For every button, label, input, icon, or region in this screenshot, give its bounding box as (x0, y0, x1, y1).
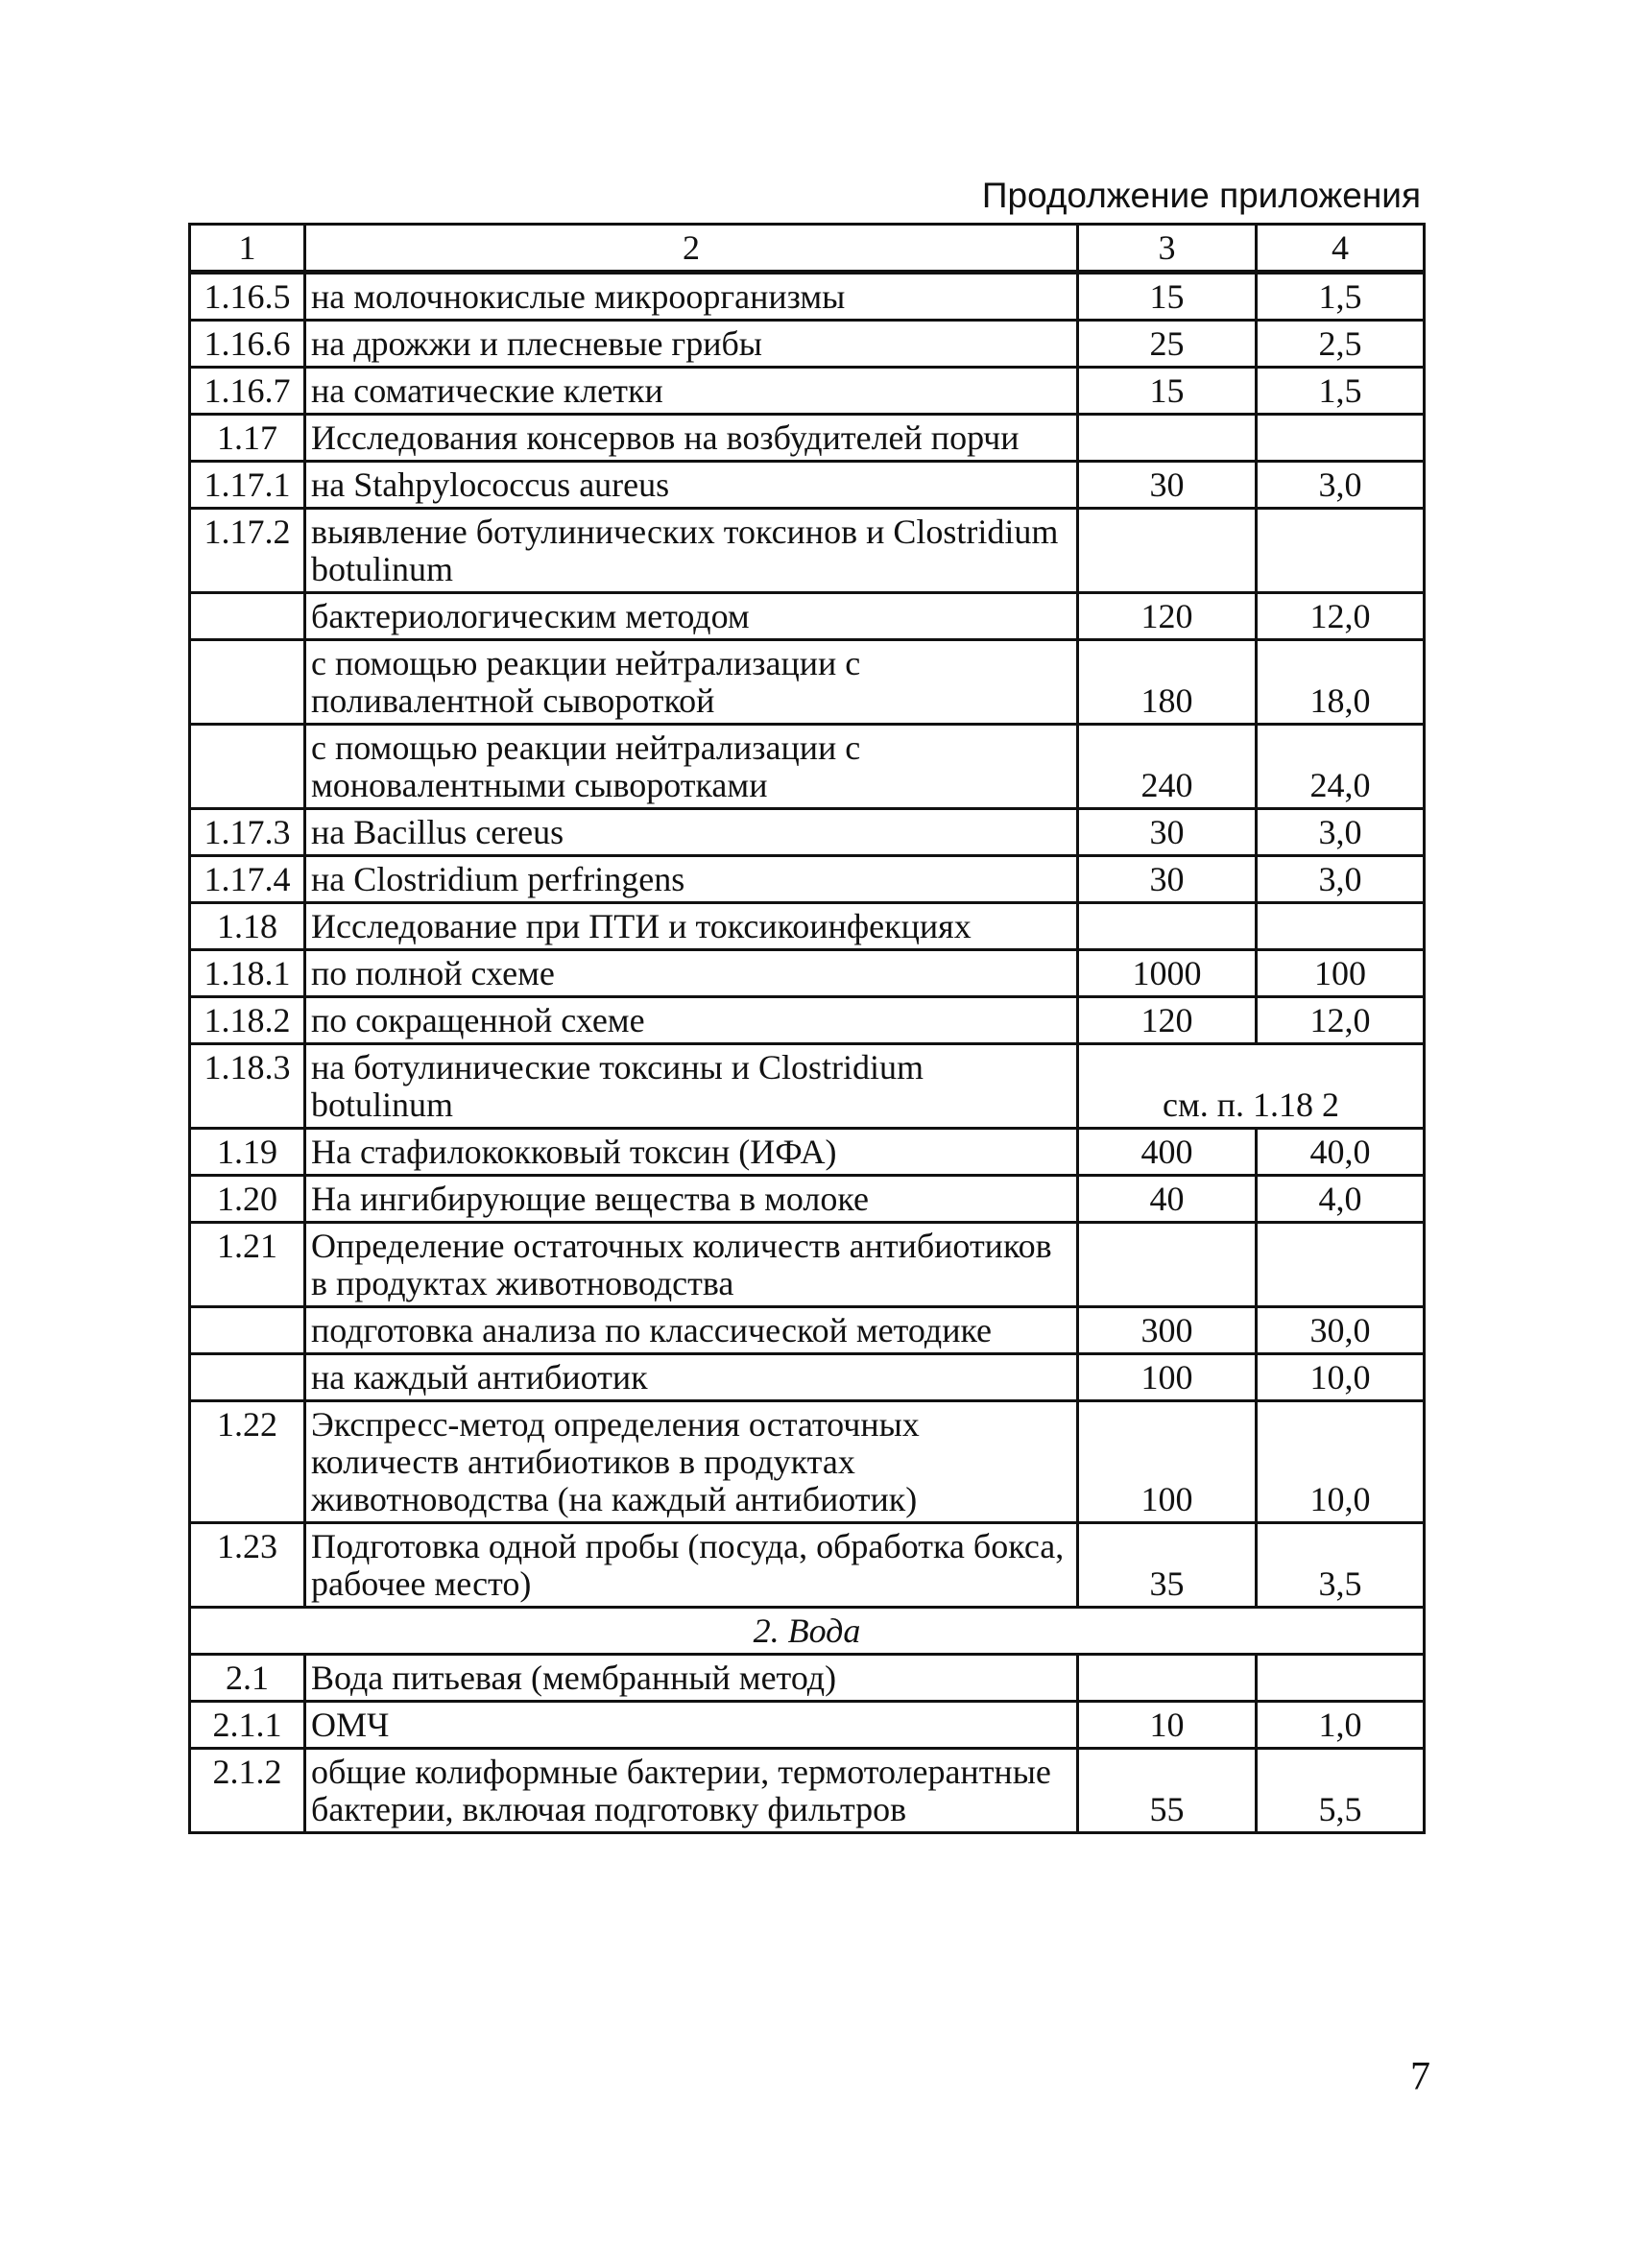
column-3-value: 55 (1078, 1749, 1257, 1833)
column-3-value (1078, 1223, 1257, 1307)
column-4-value: 10,0 (1257, 1401, 1425, 1523)
table-row (190, 1307, 1425, 1354)
table-row (190, 903, 1425, 950)
item-description: общие колиформные бактерии, термотолерантные бактерии, включая подготовку фильтров (305, 1749, 1078, 1833)
table-row (190, 809, 1425, 856)
item-description: на соматические клетки (305, 368, 1078, 415)
item-number: 1.22 (190, 1401, 305, 1523)
column-4-value: 4,0 (1257, 1176, 1425, 1223)
column-3-value: 120 (1078, 997, 1257, 1044)
table-row (190, 1749, 1425, 1833)
item-description: на каждый антибиотик (305, 1354, 1078, 1401)
price-table (188, 223, 1426, 1834)
column-3-value (1078, 415, 1257, 462)
column-3-value (1078, 509, 1257, 593)
column-4-value: 3,5 (1257, 1523, 1425, 1608)
column-4-value: 12,0 (1257, 997, 1425, 1044)
item-description: выявление ботулинических токсинов и Clostridium botulinum (305, 509, 1078, 593)
table-row (190, 640, 1425, 725)
table-row (190, 856, 1425, 903)
column-4-value: 3,0 (1257, 462, 1425, 509)
column-3-value: 15 (1078, 368, 1257, 415)
item-description: с помощью реакции нейтрализации с поливалентной сывороткой (305, 640, 1078, 725)
continuation-caption: Продолжение приложения (981, 176, 1421, 215)
column-4-value (1257, 1655, 1425, 1702)
column-4-value: 1,5 (1257, 368, 1425, 415)
section-row (190, 1608, 1425, 1655)
column-header-4: 4 (1257, 225, 1425, 273)
table-row (190, 1129, 1425, 1176)
item-number: 1.17.4 (190, 856, 305, 903)
column-4-value: 5,5 (1257, 1749, 1425, 1833)
column-4-value: 1,5 (1257, 273, 1425, 321)
table-row (190, 415, 1425, 462)
item-number (190, 640, 305, 725)
item-description: Исследование при ПТИ и токсикоинфекциях (305, 903, 1078, 950)
item-description: Определение остаточных количеств антибиотиков в продуктах животноводства (305, 1223, 1078, 1307)
column-4-value: 3,0 (1257, 809, 1425, 856)
column-3-value: 400 (1078, 1129, 1257, 1176)
table-row (190, 462, 1425, 509)
table-row (190, 950, 1425, 997)
column-4-value (1257, 903, 1425, 950)
item-number (190, 725, 305, 809)
table-header-row (190, 225, 1425, 273)
item-description: на Clostridium perfringens (305, 856, 1078, 903)
column-3-value: 300 (1078, 1307, 1257, 1354)
column-4-value: 2,5 (1257, 321, 1425, 368)
column-3-value: 120 (1078, 593, 1257, 640)
item-number: 1.17.1 (190, 462, 305, 509)
table-row (190, 273, 1425, 321)
column-4-value: 10,0 (1257, 1354, 1425, 1401)
column-3-value: 30 (1078, 856, 1257, 903)
column-3-value: 100 (1078, 1354, 1257, 1401)
item-description: с помощью реакции нейтрализации с моновалентными сыворотками (305, 725, 1078, 809)
column-header-3: 3 (1078, 225, 1257, 273)
cross-reference: см. п. 1.18 2 (1078, 1044, 1425, 1129)
item-number: 2.1 (190, 1655, 305, 1702)
page-number: 7 (1410, 2055, 1430, 2099)
item-number (190, 593, 305, 640)
item-number: 1.20 (190, 1176, 305, 1223)
item-description: Вода питьевая (мембранный метод) (305, 1655, 1078, 1702)
table-row (190, 509, 1425, 593)
column-4-value: 3,0 (1257, 856, 1425, 903)
column-3-value: 30 (1078, 809, 1257, 856)
item-number (190, 1307, 305, 1354)
table-row (190, 1702, 1425, 1749)
table-row (190, 321, 1425, 368)
item-number (190, 1354, 305, 1401)
item-number: 1.18.1 (190, 950, 305, 997)
column-4-value (1257, 1223, 1425, 1307)
column-3-value: 1000 (1078, 950, 1257, 997)
item-number: 2.1.2 (190, 1749, 305, 1833)
item-number: 1.17.3 (190, 809, 305, 856)
column-3-value: 15 (1078, 273, 1257, 321)
column-3-value (1078, 1655, 1257, 1702)
table-row (190, 725, 1425, 809)
column-4-value: 24,0 (1257, 725, 1425, 809)
item-number: 1.16.5 (190, 273, 305, 321)
item-number: 1.18 (190, 903, 305, 950)
item-number: 1.17 (190, 415, 305, 462)
section-title: 2. Вода (190, 1608, 1425, 1655)
table-row (190, 1655, 1425, 1702)
column-3-value: 40 (1078, 1176, 1257, 1223)
column-3-value: 240 (1078, 725, 1257, 809)
table-row (190, 368, 1425, 415)
column-4-value: 40,0 (1257, 1129, 1425, 1176)
column-4-value (1257, 509, 1425, 593)
column-4-value (1257, 415, 1425, 462)
price-table-body (190, 225, 1425, 1833)
item-description: подготовка анализа по классической методике (305, 1307, 1078, 1354)
column-3-value: 35 (1078, 1523, 1257, 1608)
column-3-value: 10 (1078, 1702, 1257, 1749)
column-3-value: 30 (1078, 462, 1257, 509)
item-description: на Bacillus cereus (305, 809, 1078, 856)
item-number: 1.17.2 (190, 509, 305, 593)
table-row (190, 1176, 1425, 1223)
item-description: ОМЧ (305, 1702, 1078, 1749)
item-description: На ингибирующие вещества в молоке (305, 1176, 1078, 1223)
item-number: 1.21 (190, 1223, 305, 1307)
table-row (190, 997, 1425, 1044)
column-header-2: 2 (305, 225, 1078, 273)
table-row (190, 593, 1425, 640)
item-description: на дрожжи и плесневые грибы (305, 321, 1078, 368)
column-4-value: 18,0 (1257, 640, 1425, 725)
item-description: На стафилококковый токсин (ИФА) (305, 1129, 1078, 1176)
item-description: Подготовка одной пробы (посуда, обработка бокса, рабочее место) (305, 1523, 1078, 1608)
column-3-value: 25 (1078, 321, 1257, 368)
table-row (190, 1223, 1425, 1307)
table-row (190, 1401, 1425, 1523)
item-number: 1.19 (190, 1129, 305, 1176)
item-description: по сокращенной схеме (305, 997, 1078, 1044)
item-number: 1.23 (190, 1523, 305, 1608)
table-row (190, 1523, 1425, 1608)
item-description: Исследования консервов на возбудителей порчи (305, 415, 1078, 462)
table-row (190, 1044, 1425, 1129)
item-description: на молочнокислые микроорганизмы (305, 273, 1078, 321)
column-4-value: 100 (1257, 950, 1425, 997)
item-description: на Stahpylococcus aureus (305, 462, 1078, 509)
item-number: 1.18.2 (190, 997, 305, 1044)
item-number: 1.18.3 (190, 1044, 305, 1129)
item-number: 1.16.6 (190, 321, 305, 368)
table-row (190, 1354, 1425, 1401)
item-description: на ботулинические токсины и Clostridium botulinum (305, 1044, 1078, 1129)
column-4-value: 12,0 (1257, 593, 1425, 640)
item-number: 2.1.1 (190, 1702, 305, 1749)
column-4-value: 1,0 (1257, 1702, 1425, 1749)
item-number: 1.16.7 (190, 368, 305, 415)
column-3-value: 100 (1078, 1401, 1257, 1523)
item-description: Экспресс-метод определения остаточных количеств антибиотиков в продуктах животноводства (на каждый антибиотик) (305, 1401, 1078, 1523)
item-description: бактериологическим методом (305, 593, 1078, 640)
item-description: по полной схеме (305, 950, 1078, 997)
column-header-1: 1 (190, 225, 305, 273)
column-4-value: 30,0 (1257, 1307, 1425, 1354)
column-3-value: 180 (1078, 640, 1257, 725)
column-3-value (1078, 903, 1257, 950)
